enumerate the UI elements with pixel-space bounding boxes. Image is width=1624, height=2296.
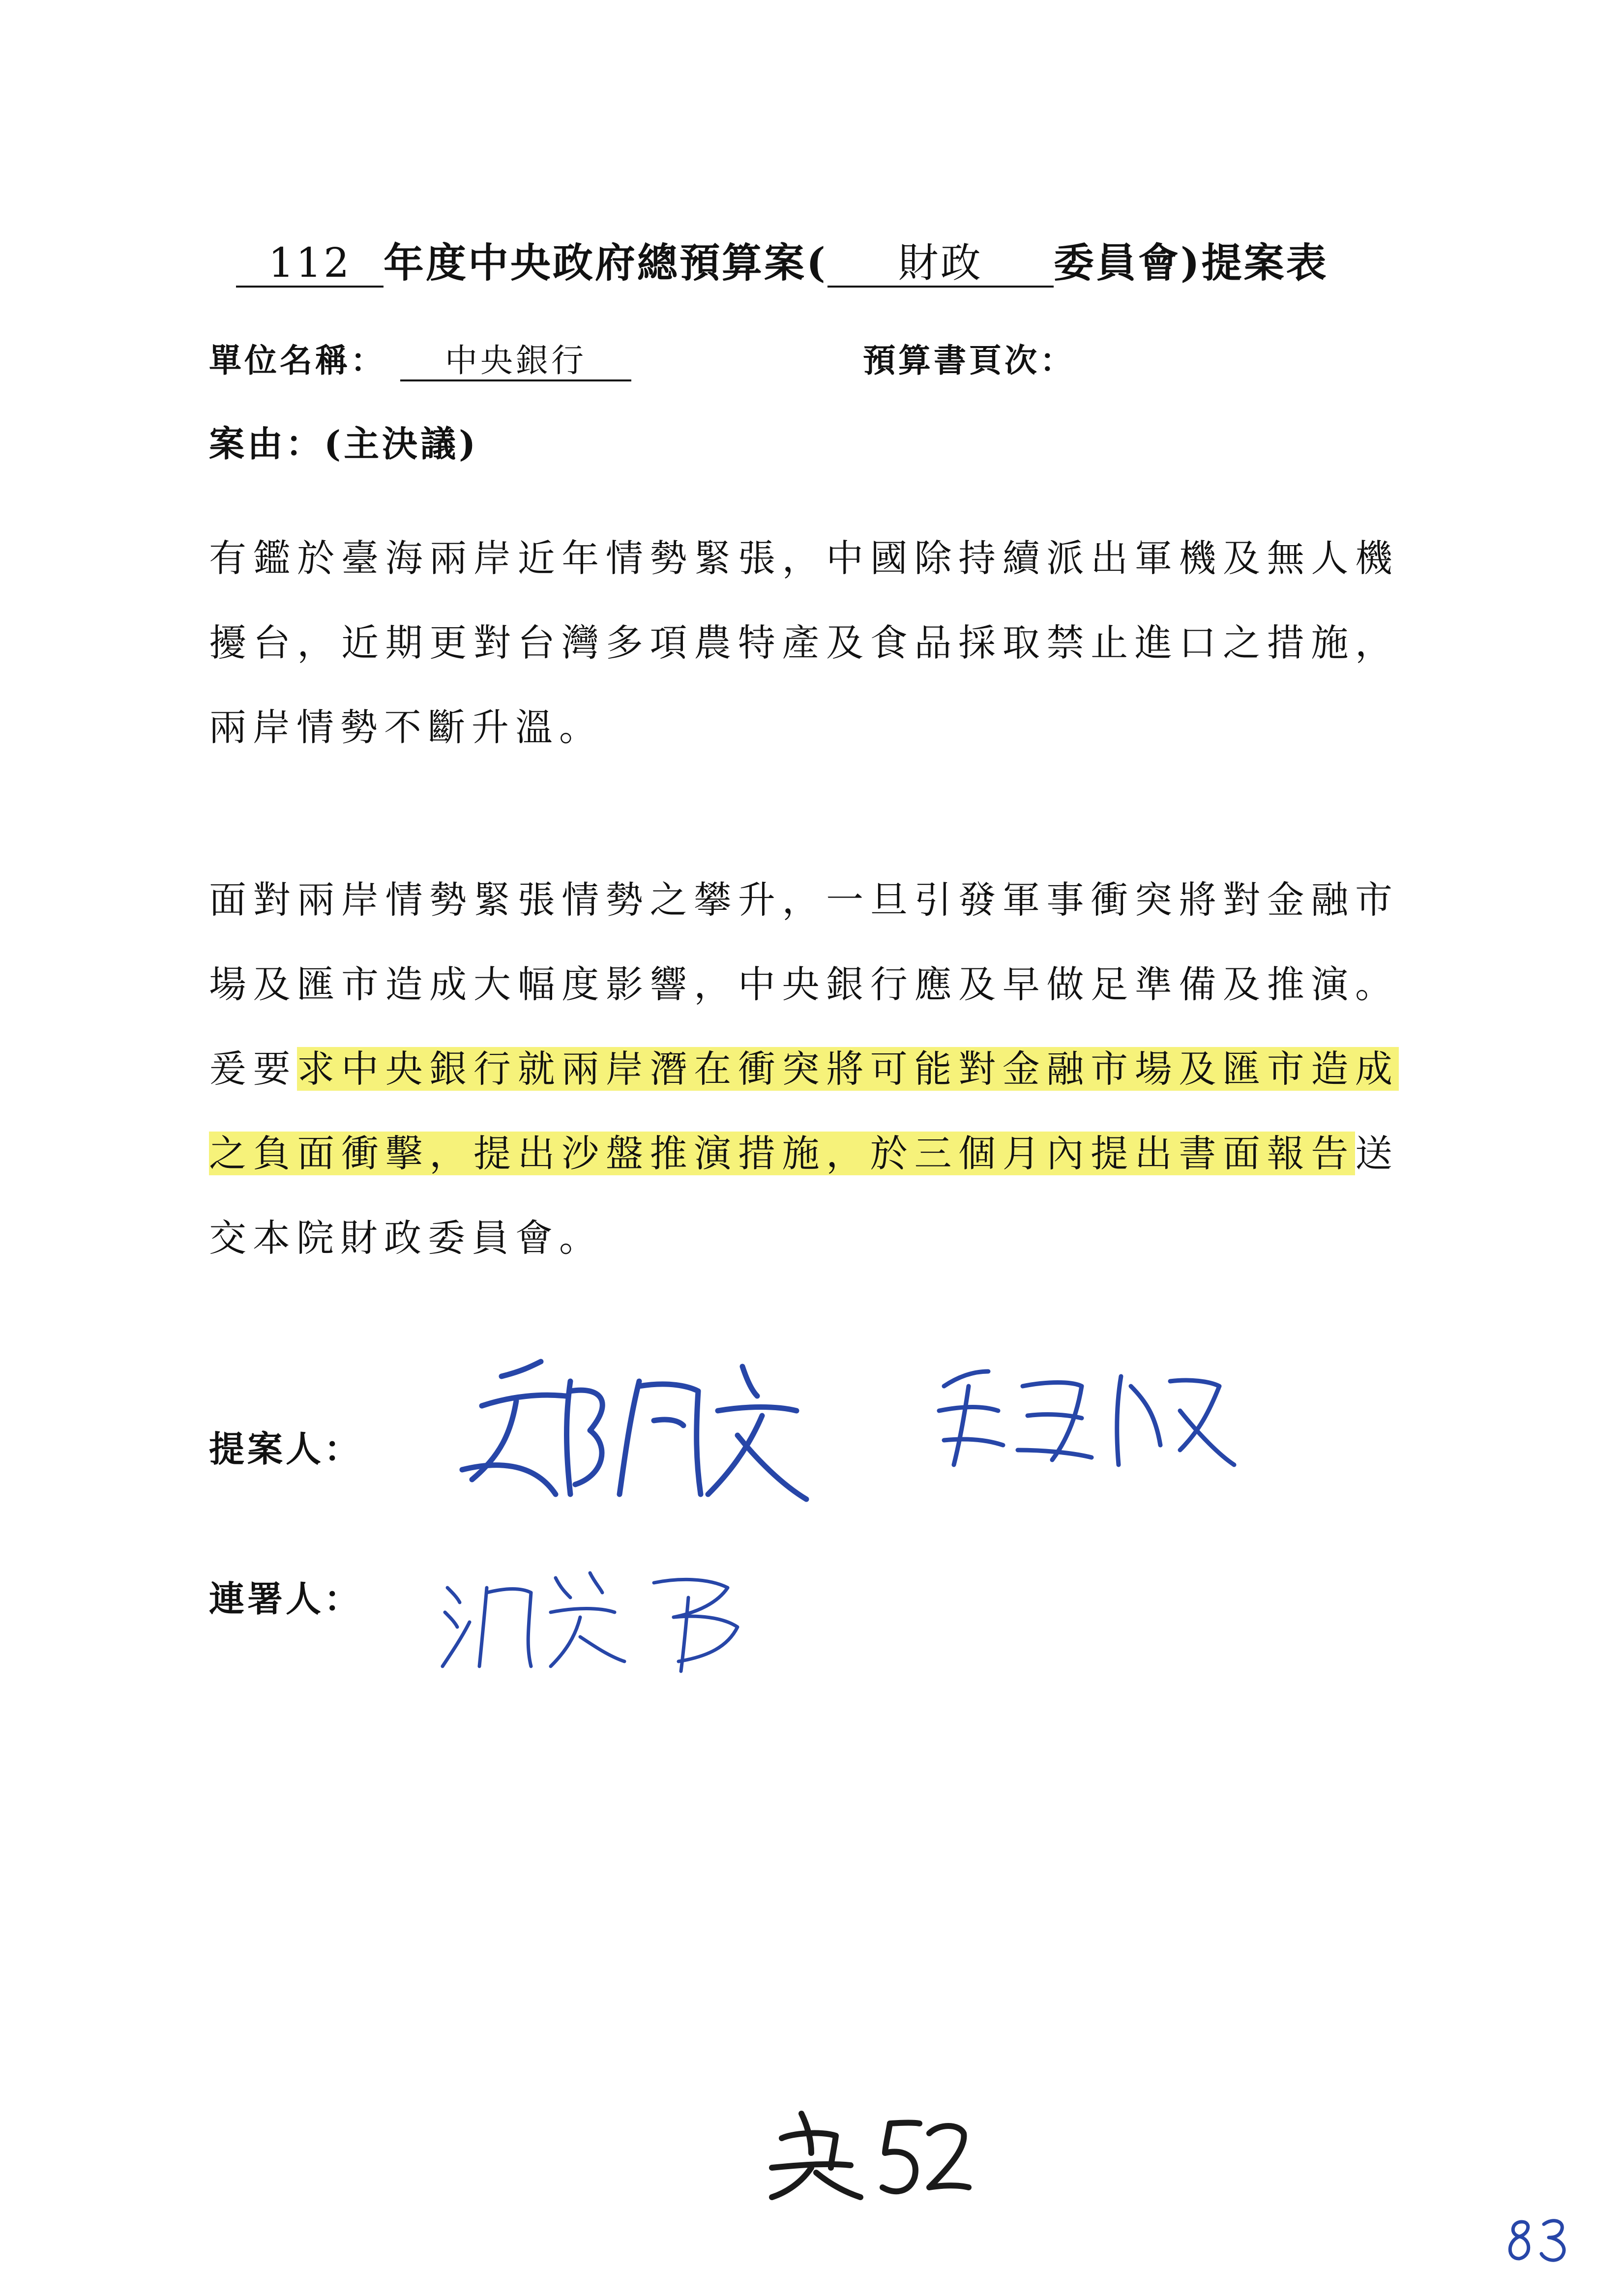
budget-page-label: 預算書頁次： — [863, 341, 1075, 379]
page-number-mark — [1500, 2212, 1573, 2266]
budget-page-row — [863, 334, 1075, 381]
cosigner-signature — [433, 1558, 767, 1676]
paragraph-2-post: 送交本院財政委員會。 — [209, 1132, 1399, 1260]
unit-value: 中央銀行 — [400, 342, 631, 381]
case-label: 案由：(主決議) — [209, 423, 479, 465]
cosigner-label: 連署人： — [209, 1578, 363, 1620]
proposer-signature-1 — [443, 1347, 816, 1514]
proposer-label: 提案人： — [209, 1428, 363, 1470]
paragraph-2 — [209, 858, 1399, 1280]
paragraph-2-pre: 爰要 — [209, 1047, 297, 1091]
unit-name-row — [209, 334, 631, 381]
highlighted-request: 求中央銀行就兩岸潛在衝突將可能對金融市場及匯市造成之負面衝擊，提出沙盤推演措施，於三個月內提出書面報告 — [209, 1047, 1399, 1175]
committee-field: 財政 — [827, 241, 1054, 288]
year-field: 112 — [236, 241, 384, 288]
unit-label: 單位名稱： — [209, 341, 386, 379]
proposer-signature-2 — [924, 1357, 1244, 1480]
title-text-2: 委員會)提案表 — [1053, 239, 1329, 287]
form-title — [236, 231, 1416, 289]
paragraph-2-line-1: 面對兩岸情勢緊張情勢之攀升，一旦引發軍事衝突將對金融市場及匯市造成大幅度影響，中央銀行應及早做足準備及推演。 — [209, 878, 1399, 1006]
paragraph-1: 有鑑於臺海兩岸近年情勢緊張，中國除持續派出軍機及無人機擾台，近期更對台灣多項農特產及食品採取禁止進口之措施，兩岸情勢不斷升溫。 — [209, 536, 1399, 749]
title-text-1: 年度中央政府總預算案( — [384, 239, 827, 287]
stamp-mark — [762, 2104, 974, 2202]
